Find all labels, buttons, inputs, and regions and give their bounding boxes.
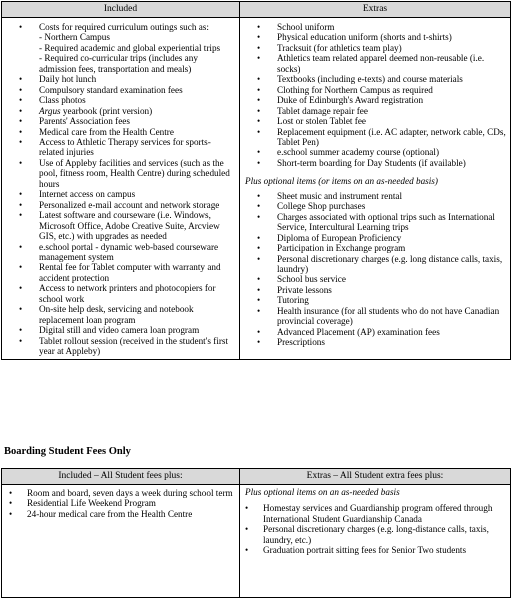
list-item: • Tablet damage repair fee [240, 106, 510, 116]
list-item: • Prescriptions [240, 337, 510, 347]
list-item: • Access to network printers and photocopiers for school work [2, 283, 239, 304]
included-column-header: Included [2, 2, 240, 18]
list-item: • College Shop purchases [240, 201, 510, 211]
list-item: • School uniform [240, 22, 510, 32]
list-item: • Parents' Association fees [2, 116, 239, 126]
list-item: • Use of Appleby facilities and services (such as the pool, fitness room, Health Centre) during scheduled hours [2, 158, 239, 189]
list-item: • Personal discretionary charges (e.g. long-distance calls, taxis, laundry, etc.) [240, 524, 510, 545]
list-subitem: - Northern Campus [39, 32, 110, 43]
list-item: • Sheet music and instrument rental [240, 191, 510, 201]
boarding-included-list [2, 485, 239, 519]
list-item: • School bus service [240, 274, 510, 284]
list-item: • Diploma of European Proficiency [240, 233, 510, 243]
list-item [2, 106, 239, 116]
included-list [2, 18, 239, 359]
boarding-included-header: Included – All Student fees plus: [2, 469, 240, 485]
list-item: • Costs for required curriculum outings such as: [2, 22, 239, 32]
list-item: • Tutoring [240, 295, 510, 305]
list-item: • Compulsory standard examination fees [2, 85, 239, 95]
list-item: • Health insurance (for all students who do not have Canadian provincial coverage) [240, 306, 510, 327]
list-item: • Duke of Edinburgh's Award registration [240, 95, 510, 105]
list-item: • Athletics team related apparel deemed non-reusable (i.e. socks) [240, 53, 510, 74]
boarding-optional-heading: Plus optional items on an as-needed basis [245, 487, 400, 497]
boarding-included-cell [2, 485, 240, 598]
list-item: • e.school summer academy course (optional) [240, 147, 510, 157]
boarding-extras-cell [240, 485, 511, 598]
list-item: • Clothing for Northern Campus as required [240, 85, 510, 95]
list-item: • Digital still and video camera loan program [2, 325, 239, 335]
extras-column-header: Extras [240, 2, 511, 18]
fees-table [1, 1, 511, 360]
list-item: • Advanced Placement (AP) examination fees [240, 327, 510, 337]
publication-name: Argus [39, 105, 61, 116]
list-item: • Textbooks (including e-texts) and course materials [240, 74, 510, 84]
list-item: • Charges associated with optional trips such as International Service, Intercultural Learning trips [240, 212, 510, 233]
list-item: • Latest software and courseware (i.e. Windows, Microsoft Office, Adobe Creative Suite, Arcview GIS, etc.) with upgrades as needed [2, 210, 239, 241]
list-item: • Internet access on campus [2, 189, 239, 199]
list-subitem: - Required co-curricular trips (includes any admission fees, transportation and meals) [39, 53, 198, 74]
list-item: • Daily hot lunch [2, 74, 239, 84]
list-item: • Lost or stolen Tablet fee [240, 116, 510, 126]
list-item: • Physical education uniform (shorts and t-shirts) [240, 32, 510, 42]
list-item: • Residential Life Weekend Program [2, 498, 239, 508]
list-item: • Medical care from the Health Centre [2, 127, 239, 137]
list-item: • Tablet rollout session (received in the student's first year at Appleby) [2, 336, 239, 357]
boarding-fees-table [1, 468, 511, 598]
list-item: • Class photos [2, 95, 239, 105]
extras-cell [240, 18, 511, 360]
boarding-extras-list [240, 503, 510, 555]
list-item: • e.school portal - dynamic web-based courseware management system [2, 242, 239, 263]
boarding-section-title: Boarding Student Fees Only [4, 446, 131, 457]
list-item: • Access to Athletic Therapy services for sports-related injuries [2, 137, 239, 158]
list-item-text: yearbook (print version) [62, 105, 153, 116]
list-item: • On-site help desk, servicing and notebook replacement loan program [2, 304, 239, 325]
list-item: • Tracksuit (for athletics team play) [240, 43, 510, 53]
list-item: • Replacement equipment (i.e. AC adapter, network cable, CDs, Tablet Pen) [240, 127, 510, 148]
list-item: • Personal discretionary charges (e.g. long distance calls, taxis, laundry) [240, 254, 510, 275]
list-subitem: - Required academic and global experiential trips [39, 42, 221, 53]
list-item: • Room and board, seven days a week during school term [2, 488, 239, 498]
list-item: • Participation in Exchange program [240, 243, 510, 253]
boarding-extras-header: Extras – All Student extra fees plus: [240, 469, 511, 485]
optional-items-heading: Plus optional items (or items on an as-needed basis) [245, 176, 438, 187]
optional-items-list [240, 191, 510, 350]
extras-list [240, 18, 510, 170]
list-item: • Homestay services and Guardianship program offered through International Student Guardianship Canada [240, 503, 510, 524]
list-item: • Graduation portrait sitting fees for Senior Two students [240, 545, 510, 555]
list-item: • Private lessons [240, 285, 510, 295]
list-item: • Personalized e-mail account and network storage [2, 200, 239, 210]
list-item: • 24-hour medical care from the Health Centre [2, 509, 239, 519]
included-cell [2, 18, 240, 360]
list-item: • Short-term boarding for Day Students (if available) [240, 158, 510, 168]
list-item: • Rental fee for Tablet computer with warranty and accident protection [2, 262, 239, 283]
